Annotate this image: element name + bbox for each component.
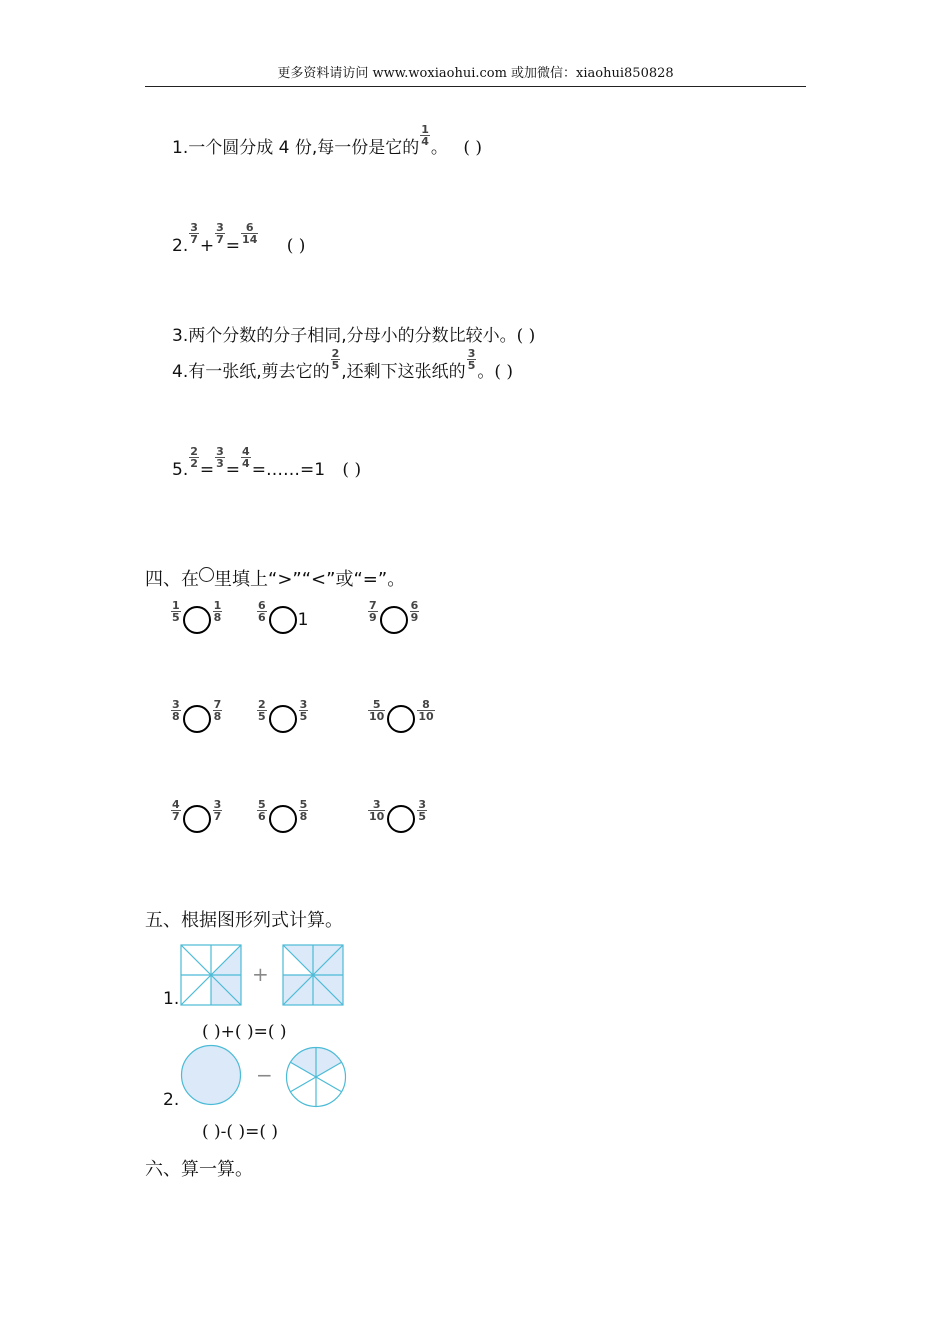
circle-icon [199, 567, 214, 582]
fraction: $\frac{3}{10}$ [369, 798, 385, 823]
comparison-item [256, 599, 309, 634]
header-text: 更多资料请访问 www.woxiaohui.com 或加微信：xiaohui850828 [277, 66, 674, 81]
fraction: $\frac{5}{10}$ [369, 698, 385, 723]
comparison-item [367, 599, 420, 634]
q2-label: 2. [172, 236, 189, 256]
compare-circle[interactable] [380, 606, 408, 634]
q4-text-a: 4.有一张纸,剪去它的 [172, 362, 330, 382]
fraction: $\frac{3}{8}$ [172, 698, 180, 723]
page-header [145, 66, 806, 87]
fraction: $\frac{2}{5}$ [331, 347, 340, 372]
expression-2[interactable]: ( )-( )=( ) [202, 1122, 278, 1142]
compare-circle[interactable] [387, 805, 415, 833]
comparison-item [170, 798, 223, 833]
fraction: $\frac{2}{2}$ [190, 445, 198, 470]
fraction: $\frac{3}{5}$ [299, 698, 308, 723]
judge-question-2 [172, 221, 306, 257]
problem-2-label: 2. [163, 1090, 180, 1110]
sec4-title-b: 里填上“>”“<”或“=”。 [214, 569, 406, 590]
section-6-title: 六、算一算。 [145, 1159, 253, 1180]
judge-question-3 [172, 325, 535, 347]
expression-1[interactable]: ( )+( )=( ) [202, 1022, 287, 1042]
q1-text: 1.一个圆分成 4 份,每一份是它的 [172, 138, 420, 158]
comparison-item [256, 698, 309, 733]
fraction: $\frac{1}{5}$ [172, 599, 180, 624]
answer-paren[interactable]: ( ) [494, 362, 514, 382]
answer-paren[interactable]: ( ) [516, 326, 536, 346]
fraction: $\frac{3}{7}$ [190, 221, 198, 246]
answer-paren[interactable]: ( ) [463, 138, 482, 158]
answer-paren[interactable]: ( ) [286, 236, 306, 256]
shaded-sector [316, 1048, 342, 1078]
comparison-item [367, 798, 428, 833]
compare-circle[interactable] [269, 805, 297, 833]
compare-circle[interactable] [269, 705, 297, 733]
full-circle-figure [180, 1044, 242, 1106]
equals-sign: = [199, 460, 215, 480]
q3-text: 3.两个分数的分子相同,分母小的分数比较小。 [172, 326, 517, 346]
compare-circle[interactable] [387, 705, 415, 733]
fraction: $\frac{1}{4}$ [421, 123, 429, 148]
judge-question-1 [172, 123, 482, 159]
fraction: $\frac{2}{5}$ [258, 698, 266, 723]
comparison-item [170, 599, 223, 634]
fraction: $\frac{4}{7}$ [172, 798, 180, 823]
fraction: $\frac{3}{5}$ [418, 798, 426, 823]
answer-paren[interactable]: ( ) [342, 460, 362, 480]
judge-question-4 [172, 347, 514, 383]
plus-sign: + [199, 236, 215, 256]
q4-end: 。 [477, 362, 495, 382]
fraction: $\frac{3}{7}$ [213, 798, 222, 823]
square-figure-2 [282, 944, 344, 1006]
section-4-title [145, 567, 405, 592]
comparison-item [367, 698, 436, 733]
fraction: $\frac{5}{8}$ [299, 798, 308, 823]
fraction: $\frac{6}{9}$ [410, 599, 419, 624]
fraction: $\frac{8}{10}$ [418, 698, 434, 723]
problem-1-label: 1. [163, 989, 180, 1009]
minus-operator: − [256, 1063, 273, 1087]
comparison-item [170, 698, 223, 733]
fraction: $\frac{6}{14}$ [242, 221, 258, 246]
q5-tail: =……=1 [251, 460, 326, 480]
equals-sign: = [225, 460, 241, 480]
section-5-title: 五、根据图形列式计算。 [145, 910, 343, 931]
shaded-sector [290, 1048, 316, 1078]
fraction: $\frac{5}{6}$ [258, 798, 266, 823]
sec4-title-a: 四、在 [145, 569, 199, 590]
fraction: $\frac{3}{7}$ [216, 221, 224, 246]
square-figure-1 [180, 944, 242, 1006]
compare-circle[interactable] [183, 805, 211, 833]
whole-number: 1 [297, 610, 309, 630]
sixths-circle-figure [285, 1046, 347, 1108]
fraction: $\frac{1}{8}$ [213, 599, 222, 624]
shaded-circle [182, 1046, 241, 1105]
compare-circle[interactable] [183, 606, 211, 634]
compare-circle[interactable] [269, 606, 297, 634]
judge-question-5 [172, 445, 362, 481]
q4-text-b: ,还剩下这张纸的 [341, 362, 466, 382]
fraction: $\frac{4}{4}$ [242, 445, 250, 470]
fraction: $\frac{7}{9}$ [369, 599, 377, 624]
fraction: $\frac{7}{8}$ [213, 698, 222, 723]
comparison-item [256, 798, 309, 833]
equals-sign: = [225, 236, 241, 256]
q1-end: 。 [430, 138, 448, 158]
fraction: $\frac{6}{6}$ [258, 599, 266, 624]
fraction: $\frac{3}{3}$ [216, 445, 224, 470]
q5-label: 5. [172, 460, 189, 480]
fraction: $\frac{3}{5}$ [467, 347, 476, 372]
compare-circle[interactable] [183, 705, 211, 733]
plus-operator: + [252, 962, 269, 986]
